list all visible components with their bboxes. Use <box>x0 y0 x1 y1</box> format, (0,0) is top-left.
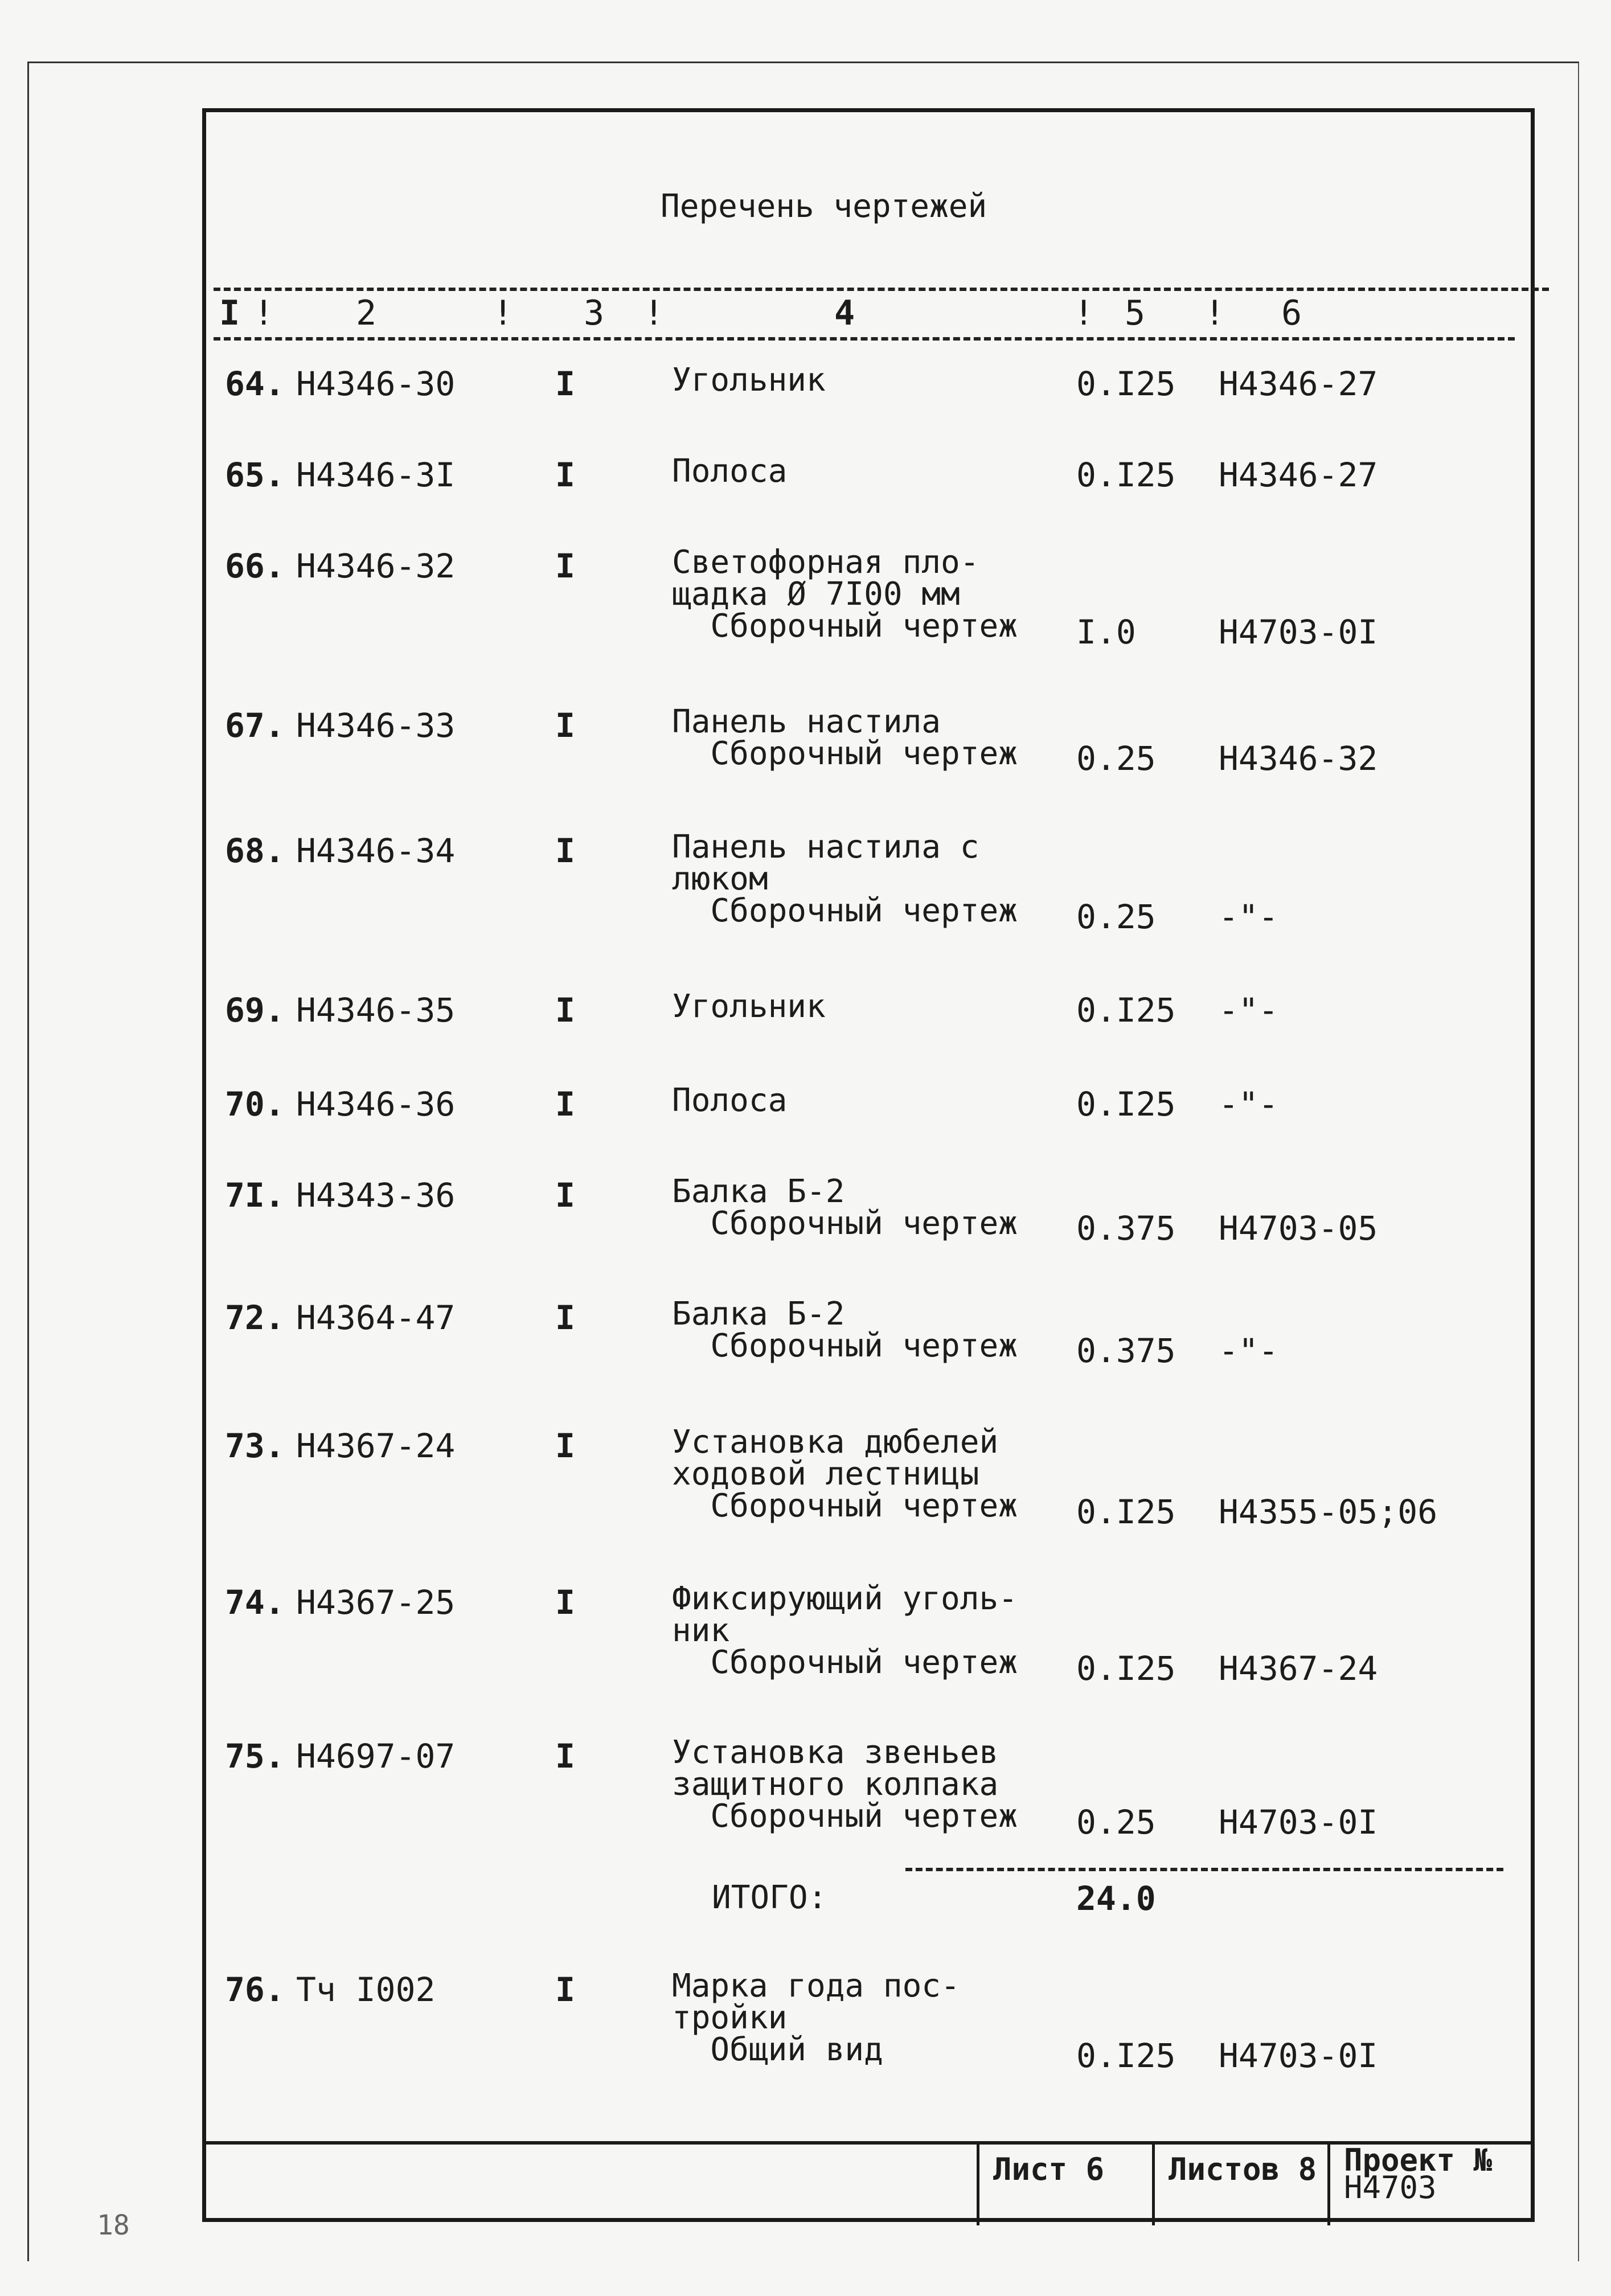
row-number: 72. <box>225 1298 285 1337</box>
reference: Н4703-0I <box>1219 2036 1378 2075</box>
reference: -"- <box>1219 991 1278 1030</box>
quantity: I <box>555 1737 575 1776</box>
quantity: I <box>555 1298 575 1337</box>
header-separators: ! <box>253 293 274 333</box>
description: Светофорная пло- щадка Ø 7I00 мм Сборочный чертеж <box>672 544 1018 645</box>
description: Панель настила с люком Сборочный чертеж <box>672 829 1018 929</box>
drawing-code: Н4367-24 <box>296 1426 456 1465</box>
quantity: I <box>555 456 575 494</box>
quantity: I <box>555 706 575 745</box>
reference: Н4346-27 <box>1219 364 1378 403</box>
weight: I.0 <box>1076 613 1136 651</box>
description: Фиксирующий уголь- ник Сборочный чертеж <box>672 1580 1018 1681</box>
header-col-1: I <box>219 293 240 333</box>
reference: Н4355-05;06 <box>1219 1493 1438 1531</box>
project-cell <box>1327 2142 1535 2225</box>
header-separators: ! <box>493 293 514 333</box>
row-number: 73. <box>225 1426 285 1465</box>
reference: -"- <box>1219 897 1278 936</box>
reference: Н4703-0I <box>1219 613 1378 651</box>
weight: 0.375 <box>1076 1331 1176 1370</box>
header-col-4: 4 <box>834 293 855 333</box>
corner-mark: 18 <box>97 2209 130 2241</box>
row-number: 68. <box>225 831 285 870</box>
row-number: 70. <box>225 1085 285 1124</box>
reference: Н4703-0I <box>1219 1803 1378 1842</box>
header-top-dash <box>214 288 1549 291</box>
drawing-code: Тч I002 <box>296 1970 436 2009</box>
quantity: I <box>555 991 575 1030</box>
reference: -"- <box>1219 1331 1278 1370</box>
weight: 0.25 <box>1076 897 1156 936</box>
drawing-code: Н4346-32 <box>296 547 456 585</box>
drawing-code: Н4367-25 <box>296 1583 456 1622</box>
header-col-3: 3 <box>584 293 605 333</box>
row-number: 75. <box>225 1737 285 1776</box>
row-number: 65. <box>225 456 285 494</box>
row-number: 66. <box>225 547 285 585</box>
drawing-code: Н4346-3I <box>296 456 456 494</box>
row-number: 69. <box>225 991 285 1030</box>
weight: 0.I25 <box>1076 364 1176 403</box>
weight: 0.I25 <box>1076 456 1176 494</box>
quantity: I <box>555 1426 575 1465</box>
description: Установка дюбелей ходовой лестницы Сборочный чертеж <box>672 1424 1018 1524</box>
drawing-code: Н4343-36 <box>296 1176 456 1215</box>
drawing-code: Н4364-47 <box>296 1298 456 1337</box>
reference: -"- <box>1219 1085 1278 1124</box>
drawing-code: Н4346-30 <box>296 364 456 403</box>
inner-frame <box>202 108 1535 2222</box>
header-separators: ! <box>1073 293 1095 333</box>
description: Балка Б-2 Сборочный чертеж <box>672 1295 1018 1364</box>
row-number: 74. <box>225 1583 285 1622</box>
drawing-code: Н4346-33 <box>296 706 456 745</box>
row-number: 64. <box>225 364 285 403</box>
quantity: I <box>555 831 575 870</box>
description: Полоса <box>672 1082 788 1119</box>
description: Панель настила Сборочный чертеж <box>672 703 1018 772</box>
header-separators: ! <box>1204 293 1225 333</box>
row-number: 67. <box>225 706 285 745</box>
quantity: I <box>555 1085 575 1124</box>
weight: 0.I25 <box>1076 1493 1176 1531</box>
description: Установка звеньев защитного колпака Сборочный чертеж <box>672 1734 1018 1835</box>
sheet-number: Лист 6 <box>977 2145 1152 2225</box>
header-col-5: 5 <box>1125 293 1146 333</box>
reference: Н4703-05 <box>1219 1209 1378 1248</box>
project-number: Н4703 <box>1344 2170 1437 2205</box>
header-col-6: 6 <box>1281 293 1302 333</box>
quantity: I <box>555 1970 575 2009</box>
quantity: I <box>555 547 575 585</box>
total-dash <box>905 1868 1503 1871</box>
total-label: ИТОГО: <box>712 1879 827 1916</box>
sheet-count: Листов 8 <box>1152 2145 1327 2225</box>
quantity: I <box>555 1583 575 1622</box>
description: Угольник <box>672 362 826 399</box>
weight: 0.25 <box>1076 1803 1156 1842</box>
total-value: 24.0 <box>1076 1879 1156 1918</box>
weight: 0.375 <box>1076 1209 1176 1248</box>
weight: 0.I25 <box>1076 1649 1176 1688</box>
header-bottom-dash <box>214 337 1515 341</box>
title-block <box>202 2141 1535 2222</box>
page-title: Перечень чертежей <box>661 188 987 225</box>
description: Марка года пос- тройки Общий вид <box>672 1967 960 2068</box>
quantity: I <box>555 1176 575 1215</box>
row-number: 7I. <box>225 1176 285 1215</box>
reference: Н4367-24 <box>1219 1649 1378 1688</box>
description: Угольник <box>672 988 826 1025</box>
weight: 0.25 <box>1076 739 1156 778</box>
weight: 0.I25 <box>1076 1085 1176 1124</box>
row-number: 76. <box>225 1970 285 2009</box>
description: Балка Б-2 Сборочный чертеж <box>672 1173 1018 1242</box>
header-col-2: 2 <box>356 293 377 333</box>
drawing-code: Н4697-07 <box>296 1737 456 1776</box>
drawing-code: Н4346-36 <box>296 1085 456 1124</box>
description: Полоса <box>672 453 788 490</box>
reference: Н4346-27 <box>1219 456 1378 494</box>
header-separators: ! <box>643 293 665 333</box>
weight: 0.I25 <box>1076 991 1176 1030</box>
reference: Н4346-32 <box>1219 739 1378 778</box>
drawing-code: Н4346-34 <box>296 831 456 870</box>
drawing-code: Н4346-35 <box>296 991 456 1030</box>
quantity: I <box>555 364 575 403</box>
weight: 0.I25 <box>1076 2036 1176 2075</box>
project-label: Проект № <box>1344 2142 1493 2178</box>
